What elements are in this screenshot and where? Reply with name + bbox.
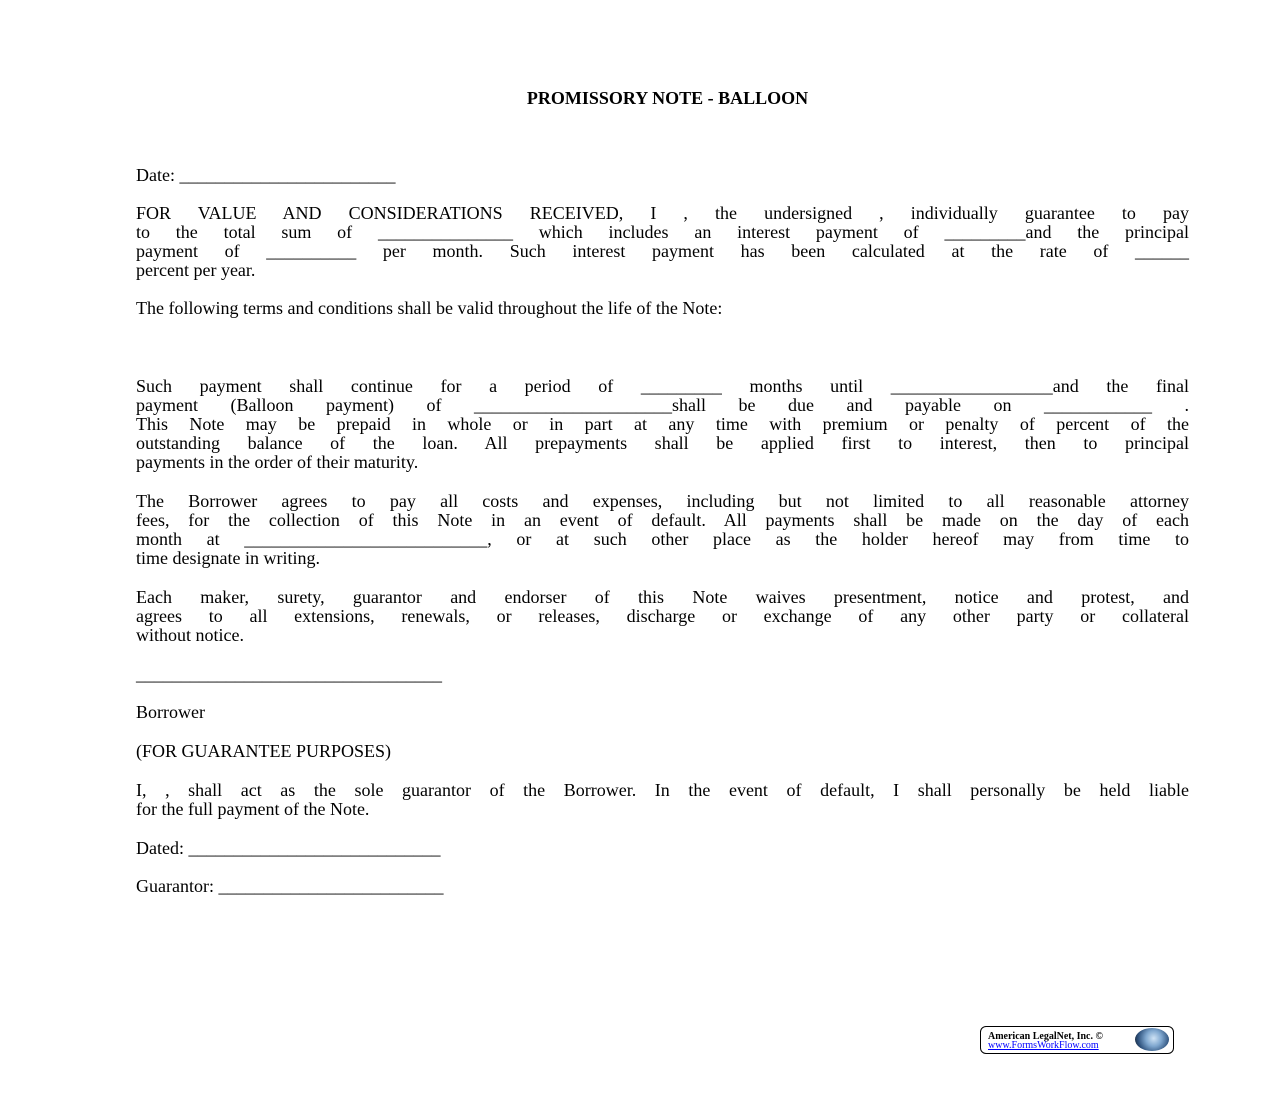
paragraph [136,877,1189,896]
text-line: fees, for the collection of this Note in an event of default. All payments shall be made on the day of each [136,510,1189,530]
text-line: without notice. [136,625,244,645]
text-line: This Note may be prepaid in whole or in part at any time with premium or penalty of percent of the [136,414,1189,434]
paragraph [136,839,1189,858]
text-line: Guarantor: _________________________ [136,876,444,896]
text-line: (FOR GUARANTEE PURPOSES) [136,741,392,761]
paragraph [136,742,1189,761]
text-line: agrees to all extensions, renewals, or releases, discharge or exchange of any other party or collateral [136,606,1189,626]
text-line: payment (Balloon payment) of ______________________shall be due and payable on ____________ . [136,395,1189,415]
text-line: Such payment shall continue for a period of _________ months until __________________and the final [136,376,1189,396]
text-line: to the total sum of _______________ which includes an interest payment of _________and the principal [136,222,1189,242]
paragraph [136,703,1189,722]
text-line: Borrower [136,702,205,722]
paragraph [136,781,1189,819]
text-line: The Borrower agrees to pay all costs and expenses, including but not limited to all reasonable attorney [136,491,1189,511]
text-line: FOR VALUE AND CONSIDERATIONS RECEIVED, I , the undersigned , individually guarantee to pay [136,203,1189,223]
text-line: The following terms and conditions shall be valid throughout the life of the Note: [136,298,723,318]
paragraph [136,492,1189,568]
paragraph [136,299,1189,318]
paragraph [136,665,1189,684]
text-line: __________________________________ [136,664,442,684]
american-legalnet-logo [980,1026,1174,1054]
paragraph [136,377,1189,472]
document-title: PROMISSORY NOTE - BALLOON [526,88,809,108]
paragraph [136,588,1189,645]
logo-url-link[interactable]: www.FormsWorkFlow.com [988,1040,1099,1051]
text-line: payments in the order of their maturity. [136,452,419,472]
text-line: outstanding balance of the loan. All prepayments shall be applied first to interest, then to principal [136,433,1189,453]
text-line: for the full payment of the Note. [136,799,370,819]
text-line: payment of __________ per month. Such interest payment has been calculated at the rate of ______ [136,241,1189,261]
text-line: Date: ________________________ [136,165,396,185]
text-line: I, , shall act as the sole guarantor of the Borrower. In the event of default, I shall personally be held liable [136,780,1189,800]
paragraph [136,166,1189,185]
logo-company: American LegalNet, Inc. © [988,1031,1103,1042]
paragraph [136,204,1189,280]
globe-icon [1135,1028,1169,1051]
text-line: percent per year. [136,260,256,280]
text-line: time designate in writing. [136,548,320,568]
text-line: month at ___________________________, or at such other place as the holder hereof may from time to [136,529,1189,549]
text-line: Dated: ____________________________ [136,838,441,858]
text-line: Each maker, surety, guarantor and endorser of this Note waives presentment, notice and protest, and [136,587,1189,607]
